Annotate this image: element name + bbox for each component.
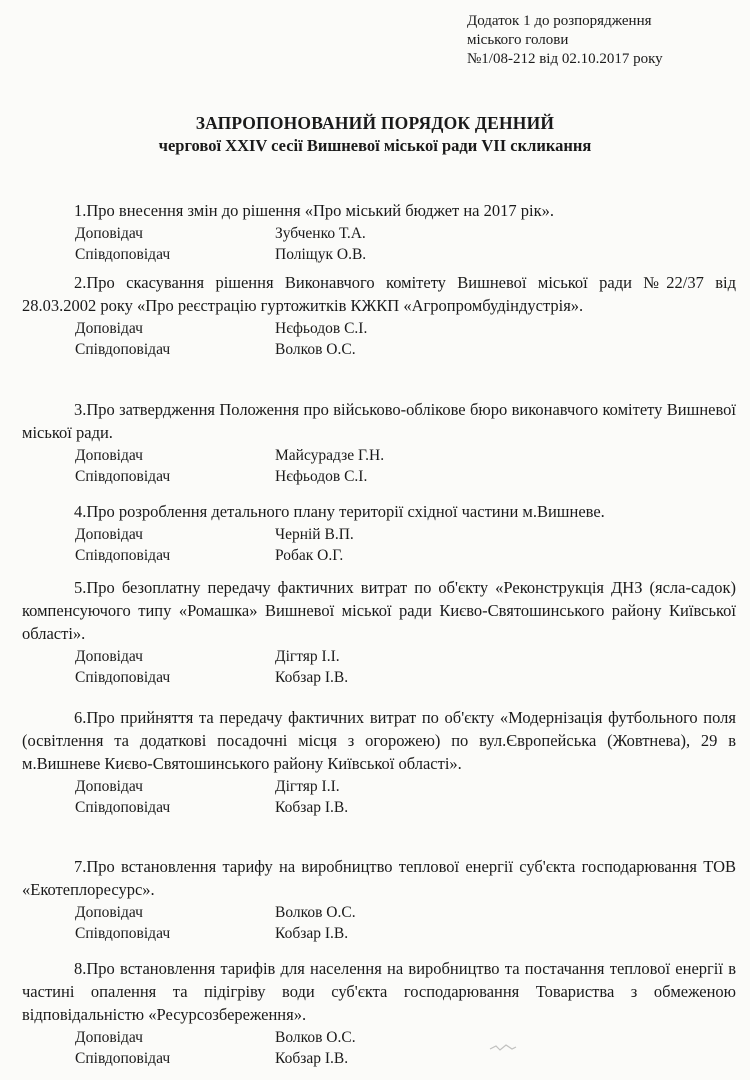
cospeaker-name: Кобзар І.В. [275, 925, 349, 942]
agenda-item-roles [0, 445, 750, 487]
speaker-row [0, 902, 750, 923]
cospeaker-label: Співдоповідач [75, 246, 171, 263]
speaker-label: Доповідач [75, 1029, 143, 1046]
speaker-label: Доповідач [75, 225, 143, 242]
speaker-name: Зубченко Т.А. [275, 225, 366, 242]
cospeaker-row [0, 466, 750, 487]
agenda-item-roles [0, 318, 750, 360]
speaker-name: Черній В.П. [275, 526, 354, 543]
cospeaker-name: Нєфьодов С.І. [275, 468, 368, 485]
agenda-item-text: 8.Про встановлення тарифів для населення на виробництво та постачання теплової енергії в частині опалення та підігріву води суб'єкта господарювання Товариства з обмеженою відповідальністю «Ресурсозбереження». [22, 959, 736, 1024]
cospeaker-label: Співдоповідач [75, 1050, 171, 1067]
cospeaker-row [0, 1048, 750, 1069]
speaker-row [0, 776, 750, 797]
cospeaker-name: Кобзар І.В. [275, 799, 349, 816]
speaker-label: Доповідач [75, 904, 143, 921]
document-title: ЗАПРОПОНОВАНИЙ ПОРЯДОК ДЕННИЙ [195, 113, 555, 133]
cospeaker-row [0, 797, 750, 818]
agenda-item-text: 3.Про затвердження Положення про військово-облікове бюро виконавчого комітету Вишневої міської ради. [22, 400, 736, 442]
speaker-name: Дігтяр І.І. [275, 778, 340, 795]
agenda-item-text: 4.Про розроблення детального плану території східної частини м.Вишневе. [74, 502, 605, 521]
speaker-row [0, 318, 750, 339]
cospeaker-row [0, 667, 750, 688]
speaker-row [0, 445, 750, 466]
agenda-item-4 [0, 500, 750, 566]
agenda-item-2 [0, 271, 750, 360]
speaker-name: Волков О.С. [275, 904, 356, 921]
speaker-name: Дігтяр І.І. [275, 648, 340, 665]
agenda-item-roles [0, 646, 750, 688]
scan-smudge [488, 1043, 518, 1053]
cospeaker-name: Кобзар І.В. [275, 1050, 349, 1067]
speaker-row [0, 223, 750, 244]
agenda-item-roles [0, 776, 750, 818]
speaker-row [0, 524, 750, 545]
agenda-item-7 [0, 855, 750, 944]
speaker-row [0, 1027, 750, 1048]
agenda-item-3 [0, 398, 750, 487]
speaker-row [0, 646, 750, 667]
speaker-label: Доповідач [75, 447, 143, 464]
agenda-item-8 [0, 957, 750, 1069]
cospeaker-label: Співдоповідач [75, 669, 171, 686]
cospeaker-name: Кобзар І.В. [275, 669, 349, 686]
agenda-item-5 [0, 576, 750, 688]
cospeaker-name: Поліщук О.В. [275, 246, 367, 263]
agenda-item-text: 6.Про прийняття та передачу фактичних витрат по об'єкту «Модернізація футбольного поля (освітлення та додаткові посадочні місця з огорожею) по вул.Європейська (Жовтнева), 29 в м.Вишневе Києво-Святошинського району Київської області». [22, 708, 736, 773]
speaker-name: Волков О.С. [275, 1029, 356, 1046]
appendix-line-2: міського голови [467, 32, 569, 48]
appendix-note [467, 12, 663, 69]
cospeaker-row [0, 244, 750, 265]
speaker-label: Доповідач [75, 778, 143, 795]
agenda-item-text: 2.Про скасування рішення Виконавчого комітету Вишневої міської ради №22/37 від 28.03.2002 року «Про реєстрацію гуртожитків КЖКП «Агропромбудіндустрія». [22, 273, 736, 315]
speaker-label: Доповідач [75, 648, 143, 665]
speaker-label: Доповідач [75, 526, 143, 543]
document-subtitle: чергової XXIV сесії Вишневої міської ради VII скликання [158, 136, 592, 155]
speaker-label: Доповідач [75, 320, 143, 337]
cospeaker-row [0, 339, 750, 360]
cospeaker-row [0, 545, 750, 566]
cospeaker-name: Робак О.Г. [275, 547, 344, 564]
agenda-item-roles [0, 1027, 750, 1069]
appendix-line-3: №1/08-212 від 02.10.2017 року [467, 51, 663, 67]
speaker-name: Нєфьодов С.І. [275, 320, 368, 337]
appendix-line-1: Додаток 1 до розпорядження [467, 13, 652, 29]
cospeaker-name: Волков О.С. [275, 341, 356, 358]
agenda-item-6 [0, 706, 750, 818]
agenda-item-1 [0, 199, 750, 265]
cospeaker-label: Співдоповідач [75, 547, 171, 564]
cospeaker-label: Співдоповідач [75, 468, 171, 485]
agenda-item-text: 5.Про безоплатну передачу фактичних витрат по об'єкту «Реконструкція ДНЗ (ясла-садок) компенсуючого типу «Ромашка» Вишневої міської ради Києво-Святошинського району Київської області». [22, 578, 736, 643]
agenda-item-text: 7.Про встановлення тарифу на виробництво теплової енергії суб'єкта господарювання ТОВ «Екотеплоресурс». [22, 857, 736, 899]
agenda-item-roles [0, 524, 750, 566]
agenda-item-roles [0, 223, 750, 265]
cospeaker-label: Співдоповідач [75, 925, 171, 942]
agenda-item-roles [0, 902, 750, 944]
cospeaker-row [0, 923, 750, 944]
cospeaker-label: Співдоповідач [75, 341, 171, 358]
agenda-item-text: 1.Про внесення змін до рішення «Про міський бюджет на 2017 рік». [74, 201, 554, 220]
cospeaker-label: Співдоповідач [75, 799, 171, 816]
speaker-name: Майсурадзе Г.Н. [275, 447, 385, 464]
